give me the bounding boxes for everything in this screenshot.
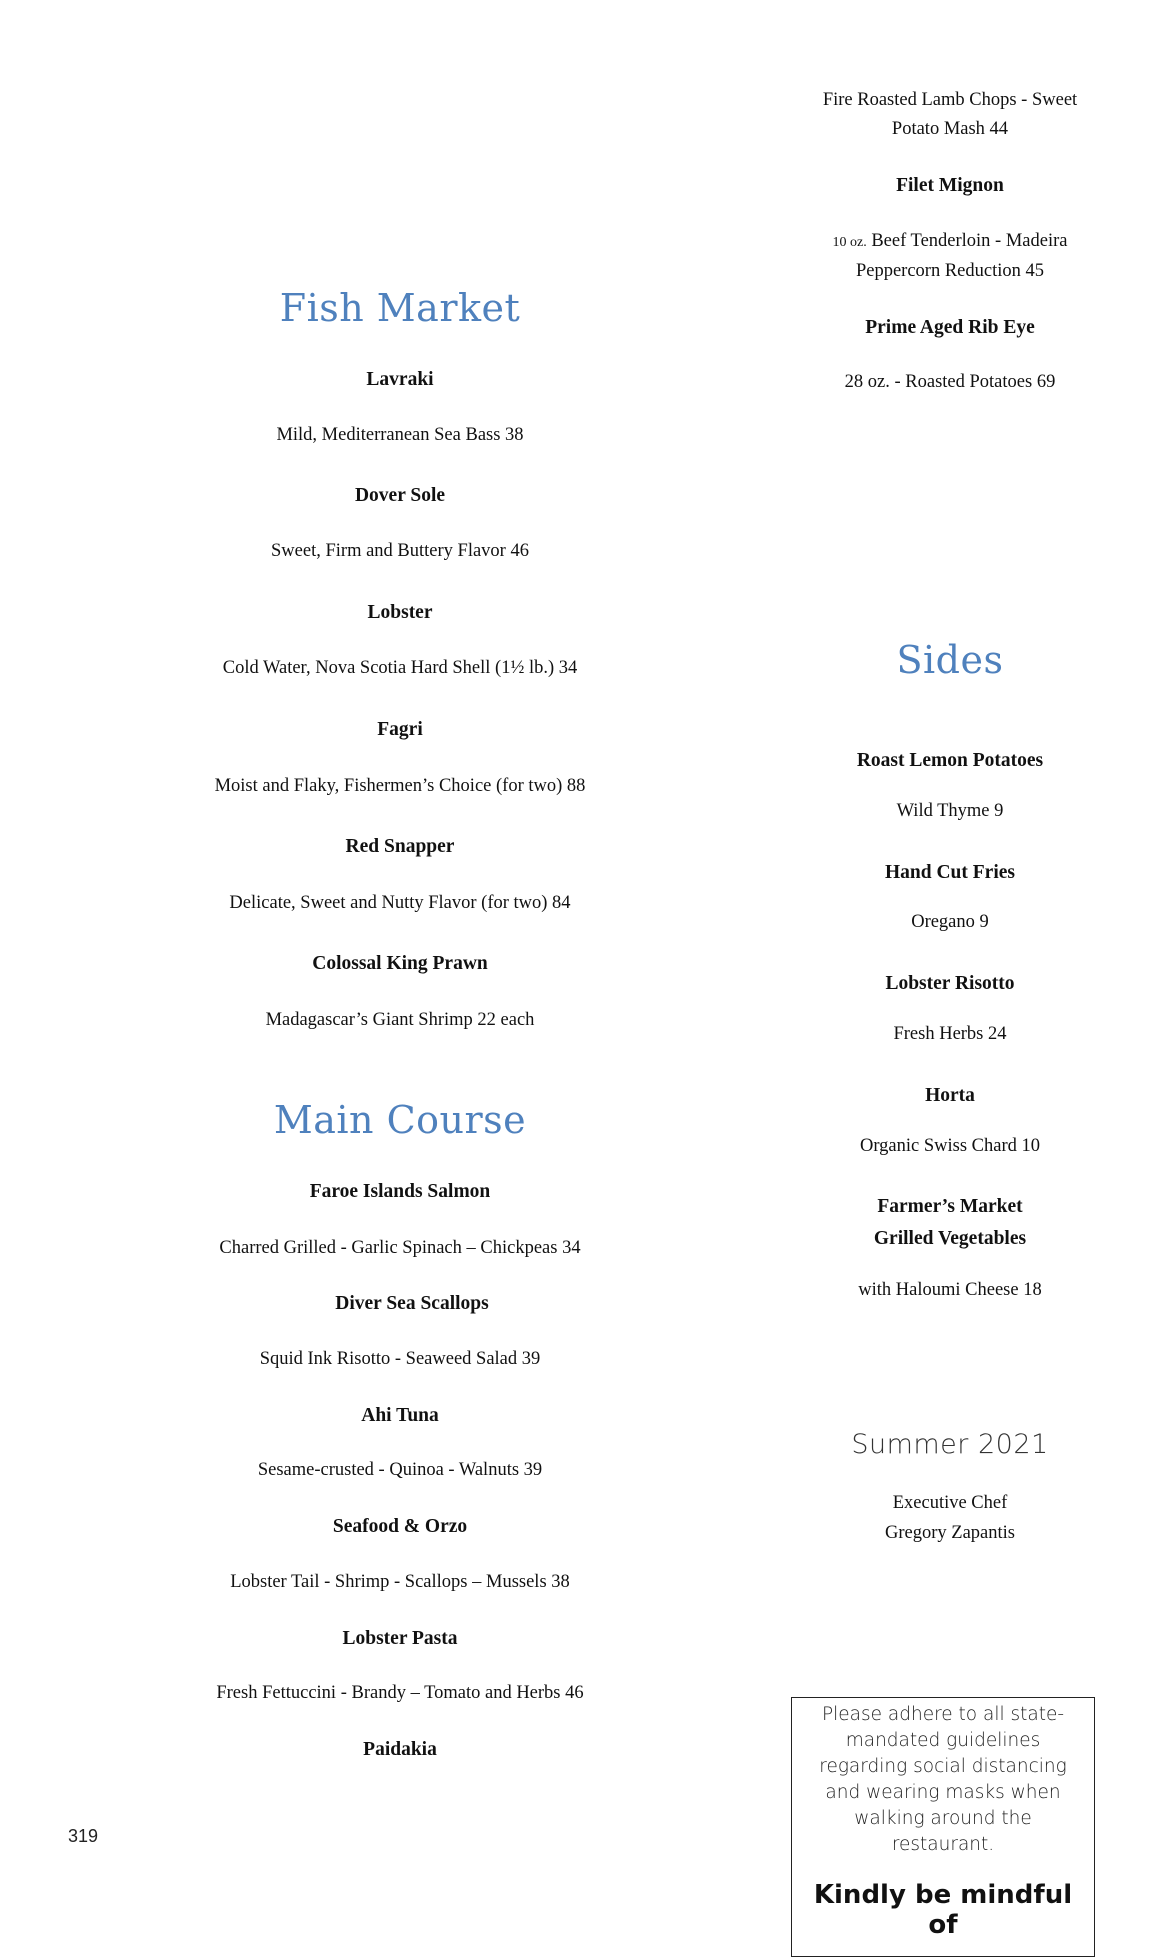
main-item-name: Faroe Islands Salmon — [309, 1181, 491, 1202]
fish-item-desc: Moist and Flaky, Fishermen’s Choice (for two) 88 — [214, 776, 586, 796]
side-desc: Fresh Herbs 24 — [893, 1024, 1007, 1044]
right-column — [780, 0, 1120, 1920]
main-item-name: Ahi Tuna — [361, 1405, 439, 1426]
main-item-name: Diver Sea Scallops — [335, 1293, 489, 1314]
notice-strong-text: Kindly be mindful of — [813, 1880, 1073, 1940]
page-number: 319 — [68, 1826, 99, 1846]
filet-mignon-desc: 10 oz. Beef Tenderloin - Madeira Peppercorn Reduction 45 — [832, 231, 1068, 281]
side-name: Horta — [925, 1085, 975, 1106]
side-desc: Wild Thyme 9 — [896, 801, 1004, 821]
fish-market-title: Fish Market — [279, 286, 521, 330]
fish-item-desc: Madagascar’s Giant Shrimp 22 each — [265, 1010, 535, 1030]
side-name: Lobster Risotto — [885, 973, 1015, 994]
side-name: Roast Lemon Potatoes — [856, 750, 1044, 771]
fish-item-desc: Delicate, Sweet and Nutty Flavor (for two) 84 — [229, 893, 571, 913]
fish-item-name: Colossal King Prawn — [312, 953, 488, 974]
main-item-name: Paidakia — [363, 1739, 437, 1760]
main-item-name: Lobster Pasta — [342, 1628, 458, 1649]
fish-item-desc: Sweet, Firm and Buttery Flavor 46 — [271, 541, 529, 561]
main-item-desc: Charred Grilled - Garlic Spinach – Chickpeas 34 — [219, 1238, 581, 1258]
fish-item-name: Fagri — [377, 719, 423, 740]
main-item-desc: Sesame-crusted - Quinoa - Walnuts 39 — [257, 1460, 543, 1480]
fish-item-desc: Mild, Mediterranean Sea Bass 38 — [276, 425, 524, 445]
farmers-market-name: Farmer’s Market Grilled Vegetables — [873, 1196, 1027, 1249]
filet-mignon-name: Filet Mignon — [896, 175, 1004, 196]
fish-item-name: Dover Sole — [354, 485, 446, 506]
fish-item-name: Lavraki — [366, 369, 434, 390]
fish-item-desc: Cold Water, Nova Scotia Hard Shell (1½ lb.) 34 — [222, 658, 578, 678]
left-column — [100, 0, 700, 1920]
notice-text: Please adhere to all state- mandated guidelines regarding social distancing and wearing masks when walking around the restaurant. — [819, 1704, 1067, 1855]
fish-item-name: Lobster — [367, 602, 433, 623]
main-item-desc: Lobster Tail - Shrimp - Scallops – Mussels 38 — [230, 1572, 570, 1592]
main-item-name: Seafood & Orzo — [332, 1516, 468, 1537]
rib-eye-name: Prime Aged Rib Eye — [865, 317, 1035, 338]
lamb-chops-desc: Fire Roasted Lamb Chops - Sweet Potato Mash 44 — [822, 90, 1078, 139]
farmers-market-desc: with Haloumi Cheese 18 — [858, 1280, 1042, 1300]
side-name: Hand Cut Fries — [884, 862, 1015, 883]
notice-box — [791, 1697, 1095, 1957]
main-course-title: Main Course — [273, 1098, 527, 1142]
side-desc: Oregano 9 — [911, 912, 989, 932]
sides-title: Sides — [896, 638, 1004, 682]
main-item-desc: Fresh Fettuccini - Brandy – Tomato and Herbs 46 — [216, 1683, 584, 1703]
chef-credit: Executive Chef Gregory Zapantis — [885, 1493, 1015, 1543]
season-label: Summer 2021 — [851, 1429, 1049, 1460]
side-desc: Organic Swiss Chard 10 — [859, 1136, 1041, 1156]
rib-eye-desc: 28 oz. - Roasted Potatoes 69 — [844, 372, 1056, 392]
main-item-desc: Squid Ink Risotto - Seaweed Salad 39 — [259, 1349, 541, 1369]
fish-item-name: Red Snapper — [345, 836, 455, 857]
